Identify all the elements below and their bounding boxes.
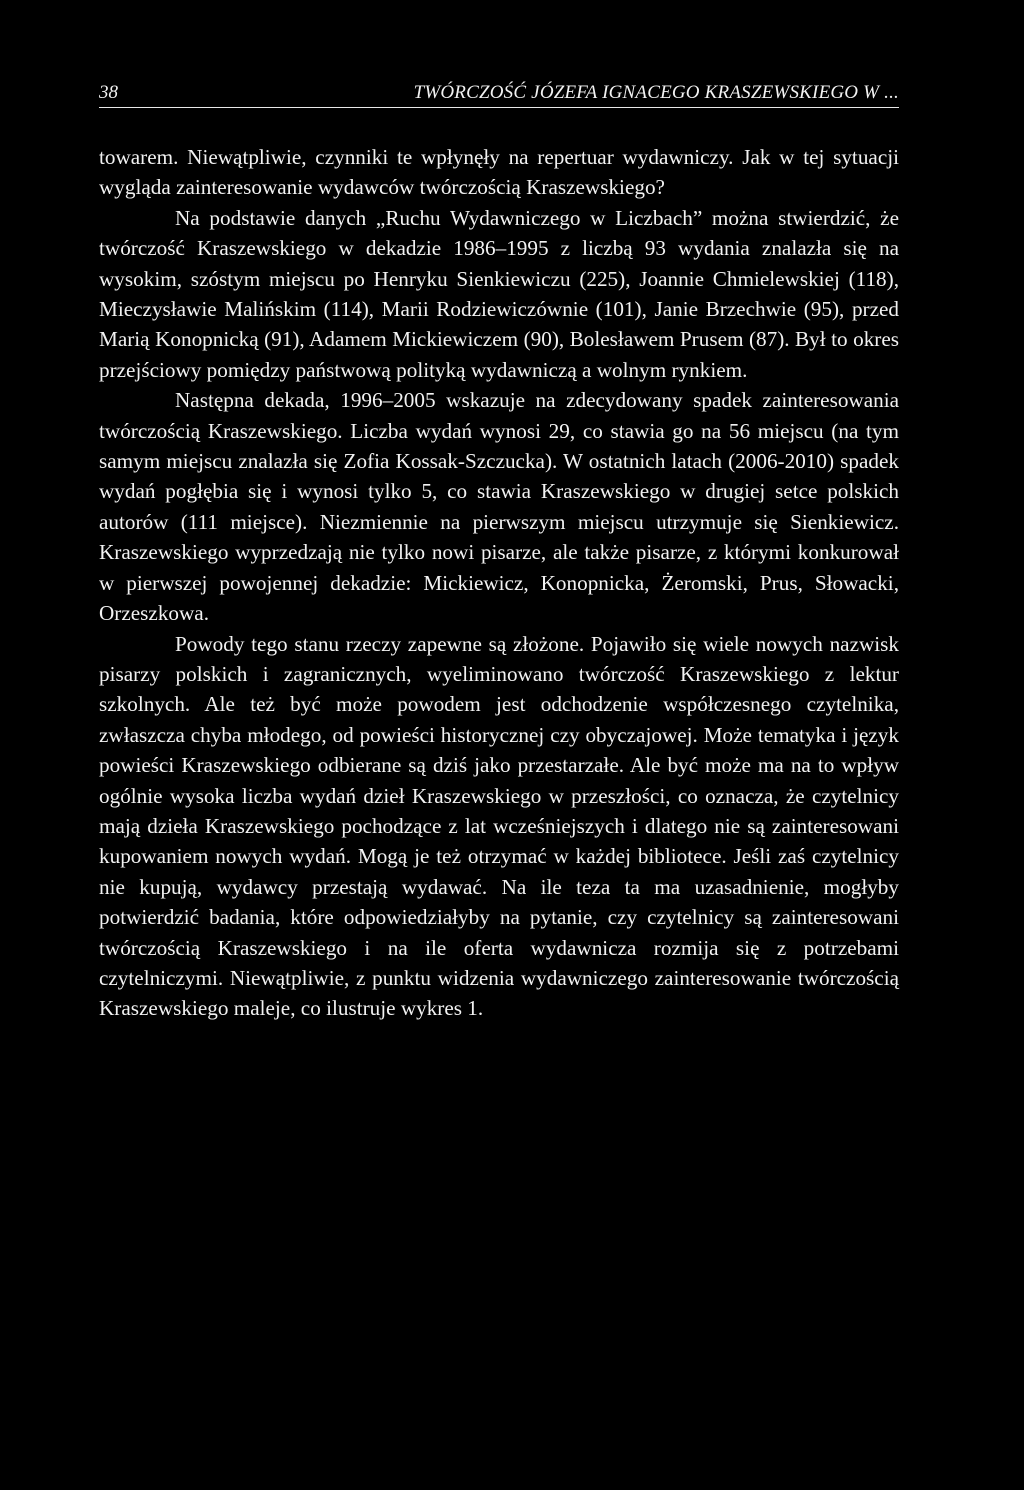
body-text [99,142,899,1024]
paragraph: Następna dekada, 1996–2005 wskazuje na zdecydowany spadek zainteresowania twórczością Kraszewskiego. Liczba wydań wynosi 29, co stawia go na 56 miejscu (na tym samym miejscu znalazła się Zofia Kossak-Szczucka). W ostatnich latach (2006-2010) spadek wydań pogłębia się i wynosi tylko 5, co stawia Kraszewskiego w drugiej setce polskich autorów (111 miejsce). Niezmiennie na pierwszym miejscu utrzymuje się Sienkiewicz. Kraszewskiego wyprzedzają nie tylko nowi pisarze, ale także pisarze, z którymi konkurował w pierwszej powojennej dekadzie: Mickiewicz, Konopnicka, Żeromski, Prus, Słowacki, Orzeszkowa. [99,388,899,626]
paragraph: Na podstawie danych „Ruchu Wydawniczego w Liczbach” można stwierdzić, że twórczość Kraszewskiego w dekadzie 1986–1995 z liczbą 93 wydania znalazła się na wysokim, szóstym miejscu po Henryku Sienkiewiczu (225), Joannie Chmielewskiej (118), Mieczysławie Malińskim (114), Marii Rodziewiczównie (101), Janie Brzechwie (95), przed Marią Konopnicką (91), Adamem Mickiewiczem (90), Bolesławem Prusem (87). Był to okres przejściowy pomiędzy państwową polityką wydawniczą a wolnym rynkiem. [99,205,899,382]
page-number: 38 [99,82,118,103]
running-header [99,80,899,108]
paragraph: Powody tego stanu rzeczy zapewne są złożone. Pojawiło się wiele nowych nazwisk pisarzy polskich i zagranicznych, wyeliminowano twórczość Kraszewskiego z lektur szkolnych. Ale też być może powodem jest odchodzenie współczesnego czytelnika, zwłaszcza chyba młodego, od powieści historycznej czy obyczajowej. Może tematyka i język powieści Kraszewskiego odbierane są dziś jako przestarzałe. Ale być może ma na to wpływ ogólnie wysoka liczba wydań dzieł Kraszewskiego w przeszłości, co oznacza, że czytelnicy mają dzieła Kraszewskiego pochodzące z lat wcześniejszych i dlatego nie są zainteresowani kupowaniem nowych wydań. Mogą je też otrzymać w każdej bibliotece. Jeśli zaś czytelnicy nie kupują, wydawcy przestają wydawać. Na ile teza ta ma uzasadnienie, mogłyby potwierdzić badania, które odpowiedziałyby na pytanie, czy czytelnicy są zainteresowani twórczością Kraszewskiego i na ile oferta wydawnicza rozmija się z potrzebami czytelniczymi. Niewątpliwie, z punktu widzenia wydawniczego zainteresowanie twórczością Kraszewskiego maleje, co ilustruje wykres 1. [99,631,899,1021]
running-title: TWÓRCZOŚĆ JÓZEFA IGNACEGO KRASZEWSKIEGO W ... [413,82,899,103]
paragraph-continuation: towarem. Niewątpliwie, czynniki te wpłynęły na repertuar wydawniczy. Jak w tej sytuacji wygląda zainteresowanie wydawców twórczością Kraszewskiego? [99,145,899,200]
